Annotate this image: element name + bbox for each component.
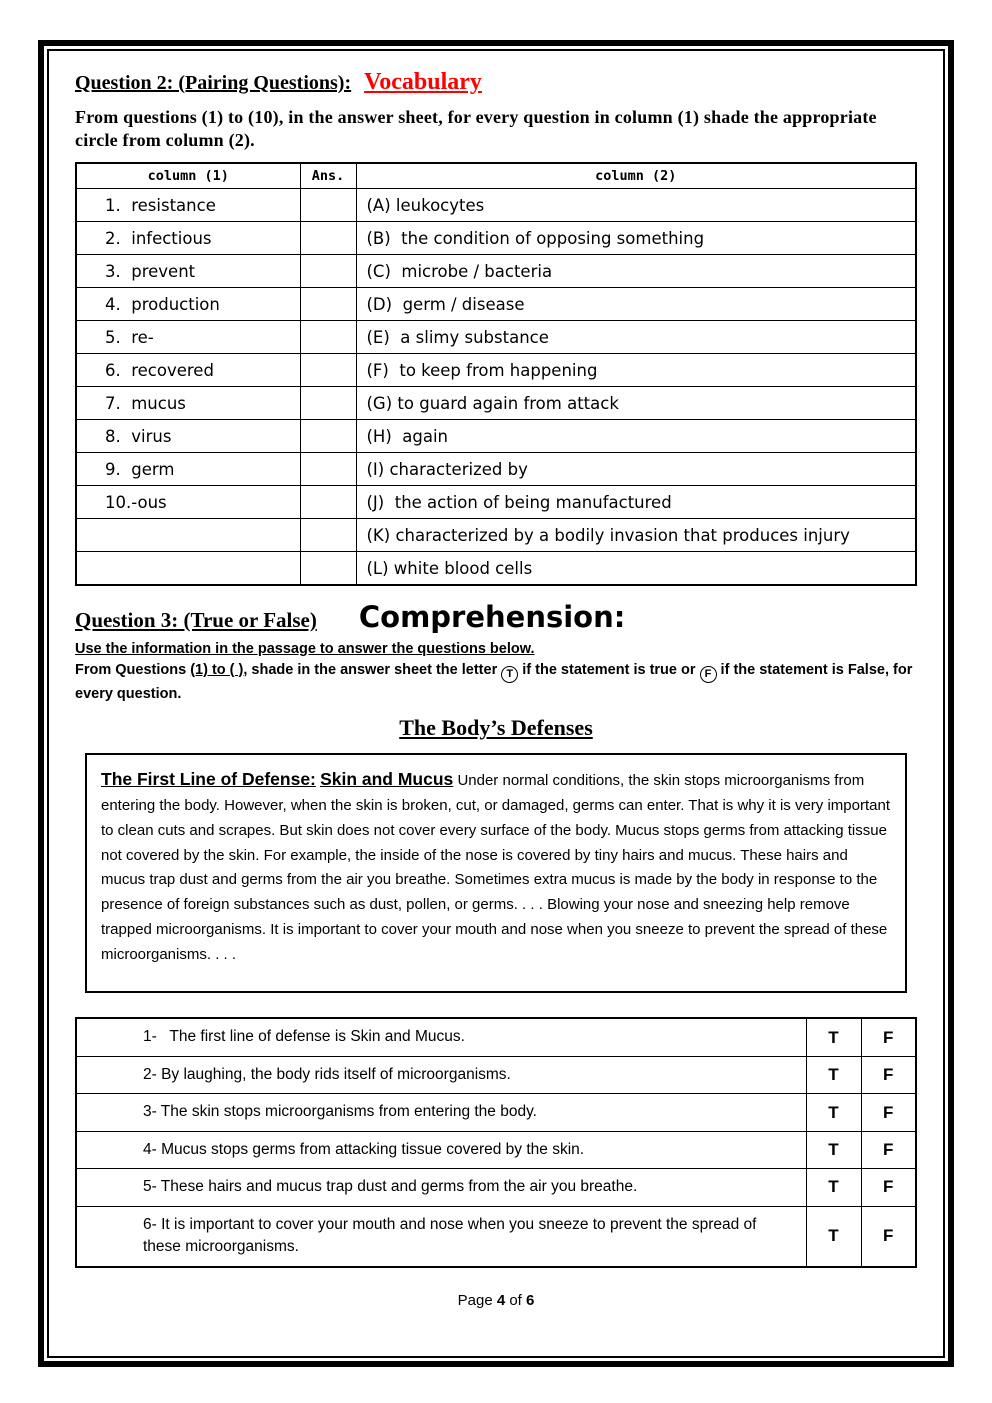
pairing-row [76, 354, 916, 387]
pairing-term-cell: 8. virus [76, 420, 300, 453]
pairing-row [76, 486, 916, 519]
pairing-term-cell: 4. production [76, 288, 300, 321]
pairing-definition-cell: (L) white blood cells [356, 552, 916, 585]
pairing-definition-cell: (F) to keep from happening [356, 354, 916, 387]
passage-box [85, 753, 907, 993]
pairing-definition-cell: (K) characterized by a bodily invasion that produces injury [356, 519, 916, 552]
pairing-definition-cell: (H) again [356, 420, 916, 453]
tf-true-cell: T [806, 1169, 861, 1206]
pairing-term-cell: 3. prevent [76, 255, 300, 288]
footer-page-number: 4 [496, 1291, 506, 1309]
pairing-answer-cell [300, 552, 356, 585]
pairing-definition-cell: (A) leukocytes [356, 189, 916, 222]
instruction-text: From Questions [75, 661, 191, 678]
ans-header: Ans. [300, 163, 356, 189]
worksheet-page [47, 49, 945, 1358]
pairing-answer-cell [300, 387, 356, 420]
pairing-term-cell: 1. resistance [76, 189, 300, 222]
pairing-term-cell [76, 552, 300, 585]
pairing-row [76, 288, 916, 321]
pairing-definition-cell: (E) a slimy substance [356, 321, 916, 354]
tf-true-cell: T [806, 1131, 861, 1168]
pairing-definition-cell: (B) the condition of opposing something [356, 222, 916, 255]
page-border [38, 40, 954, 1367]
tf-statement: 1- The first line of defense is Skin and Mucus. [76, 1018, 806, 1056]
pairing-answer-cell [300, 288, 356, 321]
tf-false-cell: F [861, 1169, 916, 1206]
tf-true-cell: T [806, 1056, 861, 1093]
question3-instruction-shade [75, 659, 917, 705]
instruction-text: shade in the answer sheet the letter [247, 661, 502, 678]
pairing-term-cell: 10.-ous [76, 486, 300, 519]
pairing-term-cell [76, 519, 300, 552]
question3-heading-text: Question 3: (True or False) [75, 607, 317, 632]
tf-statement: 2- By laughing, the body rids itself of microorganisms. [76, 1056, 806, 1093]
pairing-row [76, 519, 916, 552]
question2-heading-vocabulary: Vocabulary [364, 69, 482, 95]
pairing-answer-cell [300, 354, 356, 387]
pairing-term-cell: 7. mucus [76, 387, 300, 420]
tf-true-cell: T [806, 1094, 861, 1131]
instruction-text: if the statement is true or [518, 661, 700, 678]
tf-false-cell: F [861, 1056, 916, 1093]
passage-title-text: The Body’s Defenses [399, 715, 593, 741]
question3-heading-comprehension: Comprehension: [358, 599, 626, 634]
footer-total-pages: 6 [526, 1291, 535, 1309]
tf-statement: 6- It is important to cover your mouth and nose when you sneeze to prevent the spread of these microorganisms. [76, 1206, 806, 1266]
circled-t-icon: T [501, 666, 518, 683]
column2-header: column (2) [356, 163, 916, 189]
pairing-row [76, 255, 916, 288]
tf-row [76, 1206, 916, 1266]
tf-row [76, 1056, 916, 1093]
pairing-row [76, 189, 916, 222]
pairing-row [76, 420, 916, 453]
pairing-answer-cell [300, 420, 356, 453]
passage-lead-skin-mucus: Skin and Mucus [320, 769, 454, 790]
pairing-answer-cell [300, 453, 356, 486]
page-footer [75, 1292, 917, 1309]
tf-true-cell: T [806, 1206, 861, 1266]
question3-heading [75, 600, 917, 634]
column1-header: column (1) [76, 163, 300, 189]
tf-statement: 3- The skin stops microorganisms from entering the body. [76, 1094, 806, 1131]
tf-row [76, 1018, 916, 1056]
pairing-row [76, 552, 916, 585]
circled-f-icon: F [700, 666, 717, 683]
tf-false-cell: F [861, 1206, 916, 1266]
pairing-answer-cell [300, 255, 356, 288]
pairing-term-cell: 9. germ [76, 453, 300, 486]
pairing-definition-cell: (C) microbe / bacteria [356, 255, 916, 288]
question-range: (1) to ( ), [190, 661, 248, 678]
pairing-definition-cell: (I) characterized by [356, 453, 916, 486]
pairing-table [75, 162, 917, 586]
pairing-definition-cell: (G) to guard again from attack [356, 387, 916, 420]
question2-heading-text: Question 2: (Pairing Questions): [75, 72, 352, 94]
pairing-row [76, 321, 916, 354]
passage-title [75, 715, 917, 741]
pairing-definition-cell: (D) germ / disease [356, 288, 916, 321]
pairing-definition-cell: (J) the action of being manufactured [356, 486, 916, 519]
passage-lead-defense: The First Line of Defense: [101, 769, 316, 790]
tf-statement: 5- These hairs and mucus trap dust and germs from the air you breathe. [76, 1169, 806, 1206]
pairing-term-cell: 6. recovered [76, 354, 300, 387]
footer-text: Page [457, 1291, 497, 1309]
question2-instructions: From questions (1) to (10), in the answer sheet, for every question in column (1) shade the appropriate circle from column (2). [75, 107, 877, 151]
question2-heading [75, 69, 917, 96]
tf-row [76, 1094, 916, 1131]
question3-instruction-passage: Use the information in the passage to answer the questions below. [75, 640, 535, 657]
passage-body: Under normal conditions, the skin stops microorganisms from entering the body. However, when the skin is broken, cut, or damaged, germs can enter. That is why it is very important to clean cuts and scrapes. But skin does not cover every surface of the body. Mucus stops germs from attacking tissue not covered by the skin. For example, the inside of the nose is covered by tiny hairs and mucus. These hairs and mucus trap dust and germs from the air you breathe. Sometimes extra mucus is made by the body in response to the presence of foreign substances such as dust, pollen, or germs. . . . Blowing your nose and sneezing help remove trapped microorganisms. It is important to cover your mouth and nose when you sneeze to prevent the spread of these microorganisms. . . . [101, 772, 891, 963]
tf-row [76, 1169, 916, 1206]
pairing-header-row [76, 163, 916, 189]
pairing-answer-cell [300, 189, 356, 222]
tf-true-cell: T [806, 1018, 861, 1056]
pairing-answer-cell [300, 222, 356, 255]
footer-text: of [505, 1291, 527, 1309]
tf-false-cell: F [861, 1018, 916, 1056]
tf-false-cell: F [861, 1094, 916, 1131]
pairing-row [76, 222, 916, 255]
tf-statement: 4- Mucus stops germs from attacking tissue covered by the skin. [76, 1131, 806, 1168]
tf-false-cell: F [861, 1131, 916, 1168]
pairing-answer-cell [300, 486, 356, 519]
instruction-text: if the statement is False, for every question. [75, 661, 913, 702]
true-false-table [75, 1017, 917, 1267]
pairing-row [76, 387, 916, 420]
tf-row [76, 1131, 916, 1168]
pairing-answer-cell [300, 519, 356, 552]
pairing-answer-cell [300, 321, 356, 354]
pairing-term-cell: 2. infectious [76, 222, 300, 255]
pairing-term-cell: 5. re- [76, 321, 300, 354]
pairing-row [76, 453, 916, 486]
